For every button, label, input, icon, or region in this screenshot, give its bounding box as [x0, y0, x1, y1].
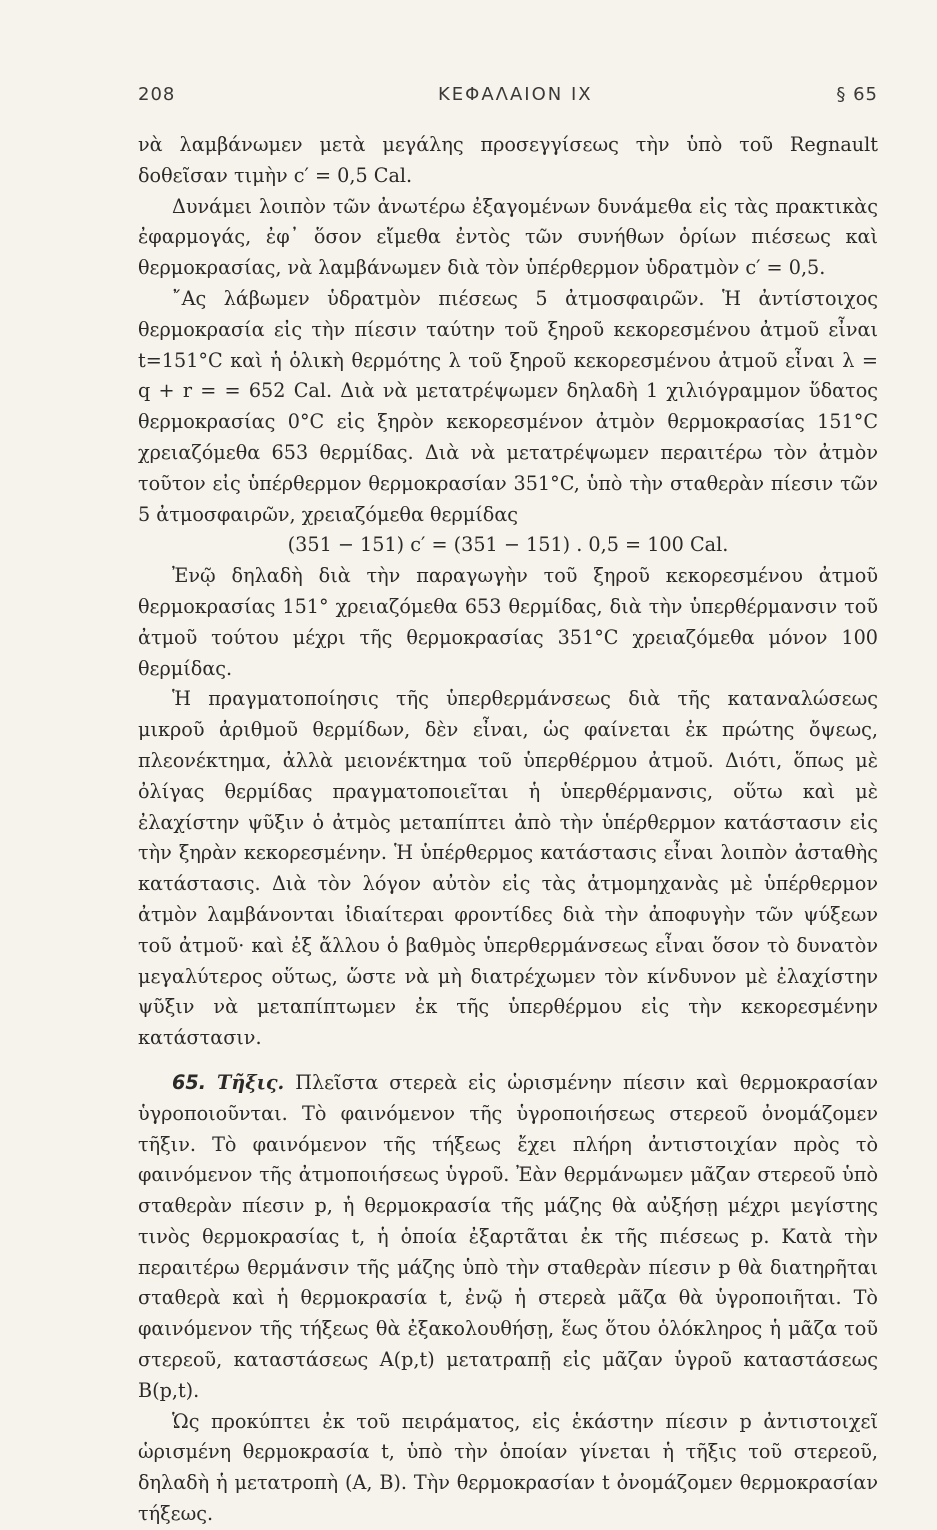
- paragraph: Ἡ πραγματοποίησις τῆς ὑπερθερμάνσεως διὰ τῆς καταναλώσεως μικροῦ ἀριθμοῦ θερμίδων, δὲν εἶναι, ὡς φαίνεται ἐκ πρώτης ὄψεως, πλεονέκτημα, ἀλλὰ μειονέκτημα τοῦ ὑπερθέρμου ἀτμοῦ. Διότι, ὅπως μὲ ὀλίγας θερμίδας πραγματοποιεῖται ἡ ὑπερθέρμανσις, οὕτω καὶ μὲ ἐλαχίστην ψῦξιν ὁ ἀτμὸς μεταπίπτει ἀπὸ τὴν ὑπέρθερμον κατάστασιν εἰς τὴν ξηρὰν κεκορεσμένην. Ἡ ὑπέρθερμος κατάστασις εἶναι λοιπὸν ἀσταθὴς κατάστασις. Διὰ τὸν λόγον αὐτὸν εἰς τὰς ἀτμομηχανὰς μὲ ὑπέρθερμον ἀτμὸν λαμβάνονται ἰδιαίτεραι φροντίδες διὰ τὴν ἀποφυγὴν τῶν ψύξεων τοῦ ἀτμοῦ· καὶ ἐξ ἄλλου ὁ βαθμὸς ὑπερθερμάνσεως εἶναι ὅσον τὸ δυνατὸν μεγαλύτερος οὕτως, ὥστε νὰ μὴ διατρέχωμεν τὸν κίνδυνον μὲ ἐλαχίστην ψῦξιν νὰ μεταπίπτωμεν ἐκ τῆς ὑπερθέρμου εἰς τὴν κεκορεσμένην κατάστασιν.: [138, 687, 878, 1050]
- equation: (351 − 151) c′ = (351 − 151) . 0,5 = 100 Cal.: [287, 533, 729, 557]
- body-text: [138, 130, 878, 1530]
- page-number: 208: [138, 84, 176, 105]
- section-reference: § 65: [836, 84, 878, 105]
- paragraph: Ὡς προκύπτει ἐκ τοῦ πειράματος, εἰς ἑκάστην πίεσιν p ἀντιστοιχεῖ ὡρισμένη θερμοκρασία t, ὑπὸ τὴν ὁποίαν γίνεται ἡ τῆξις τοῦ στερεοῦ, δηλαδὴ ἡ μετατροπὴ (A, B). Τὴν θερμοκρασίαν t ὀνομάζομεν θερμοκρασίαν τήξεως.: [138, 1409, 878, 1526]
- section-paragraph: [138, 1068, 878, 1407]
- paragraph: Ἐνῷ δηλαδὴ διὰ τὴν παραγωγὴν τοῦ ξηροῦ κεκορεσμένου ἀτμοῦ θερμοκρασίας 151° χρειαζόμεθα 653 θερμίδας, διὰ τὴν ὑπερθέρμανσιν τοῦ ἀτμοῦ τούτου μέχρι τῆς θερμοκρασίας 351°C χρειαζόμεθα μόνον 100 θερμίδας.: [138, 564, 878, 680]
- paragraph: ῎Ας λάβωμεν ὑδρατμὸν πιέσεως 5 ἀτμοσφαιρῶν. Ἡ ἀντίστοιχος θερμοκρασία εἰς τὴν πίεσιν ταύτην τοῦ ξηροῦ κεκορεσμένου ἀτμοῦ εἶναι t=151°C καὶ ἡ ὁλικὴ θερμότης λ τοῦ ξηροῦ κεκορεσμένου ἀτμοῦ εἶναι λ = q + r = = 652 Cal. Διὰ νὰ μετατρέψωμεν δηλαδὴ 1 χιλιόγραμμον ὕδατος θερμοκρασίας 0°C εἰς ξηρὸν κεκορεσμένον ἀτμὸν θερμοκρασίας 151°C χρειαζόμεθα 653 θερμίδας. Διὰ νὰ μετατρέψωμεν περαιτέρω τὸν ἀτμὸν τοῦτον εἰς ὑπέρθερμον θερμοκρασίαν 351°C, ὑπὸ τὴν σταθερὰν πίεσιν τῶν 5 ἀτμοσφαιρῶν, χρειαζόμεθα θερμίδας: [138, 286, 878, 526]
- section-title: Τῆξις.: [216, 1070, 285, 1094]
- section-text: Πλεῖστα στερεὰ εἰς ὡρισμένην πίεσιν καὶ θερμοκρασίαν ὑγροποιοῦνται. Τὸ φαινόμενον τῆς ὑγροποιήσεως στερεοῦ ὀνομάζομεν τῆξιν. Τὸ φαινόμενον τῆς τήξεως ἔχει πλήρη ἀντιστοιχίαν πρὸς τὸ φαινόμενον τῆς ἀτμοποιήσεως ὑγροῦ. Ἐὰν θερμάνωμεν μᾶζαν στερεοῦ ὑπὸ σταθερὰν πίεσιν p, ἡ θερμοκρασία τῆς μάζης θὰ αὐξήσῃ μέχρι μεγίστης τινὸς θερμοκρασίας t, ἡ ὁποία ἐξαρτᾶται ἐκ τῆς πιέσεως p. Κατὰ τὴν περαιτέρω θερμάνσιν τῆς μάζης ὑπὸ τὴν σταθερὰν πίεσιν p θὰ διατηρῆται σταθερὰ καὶ ἡ θερμοκρασία t, ἐνῷ ἡ στερεὰ μᾶζα θὰ ὑγροποιῆται. Τὸ φαινόμενον τῆς τήξεως θὰ ἐξακολουθήσῃ, ἕως ὅτου ὁλόκληρος ἡ μᾶζα τοῦ στερεοῦ, καταστάσεως A(p,t) μετατραπῇ εἰς μᾶζαν ὑγροῦ καταστάσεως B(p,t).: [138, 1070, 878, 1402]
- paragraph: Δυνάμει λοιπὸν τῶν ἀνωτέρω ἐξαγομένων δυνάμεθα εἰς τὰς πρακτικὰς ἐφαρμογάς, ἐφ᾽ ὅσον εἴμεθα ἐντὸς τῶν συνήθων ὁρίων πιέσεως καὶ θερμοκρασίας, νὰ λαμβάνωμεν διὰ τὸν ὑπέρθερμον ὑδρατμὸν c′ = 0,5.: [138, 194, 878, 280]
- paragraph-continuation: νὰ λαμβάνωμεν μετὰ μεγάλης προσεγγίσεως τὴν ὑπὸ τοῦ Regnault δοθεῖσαν τιμὴν c′ = 0,5 Cal.: [138, 133, 878, 187]
- chapter-title: ΚΕΦΑΛΑΙΟΝ IX: [438, 84, 593, 105]
- running-header: [138, 84, 878, 114]
- section-number: 65.: [172, 1070, 206, 1094]
